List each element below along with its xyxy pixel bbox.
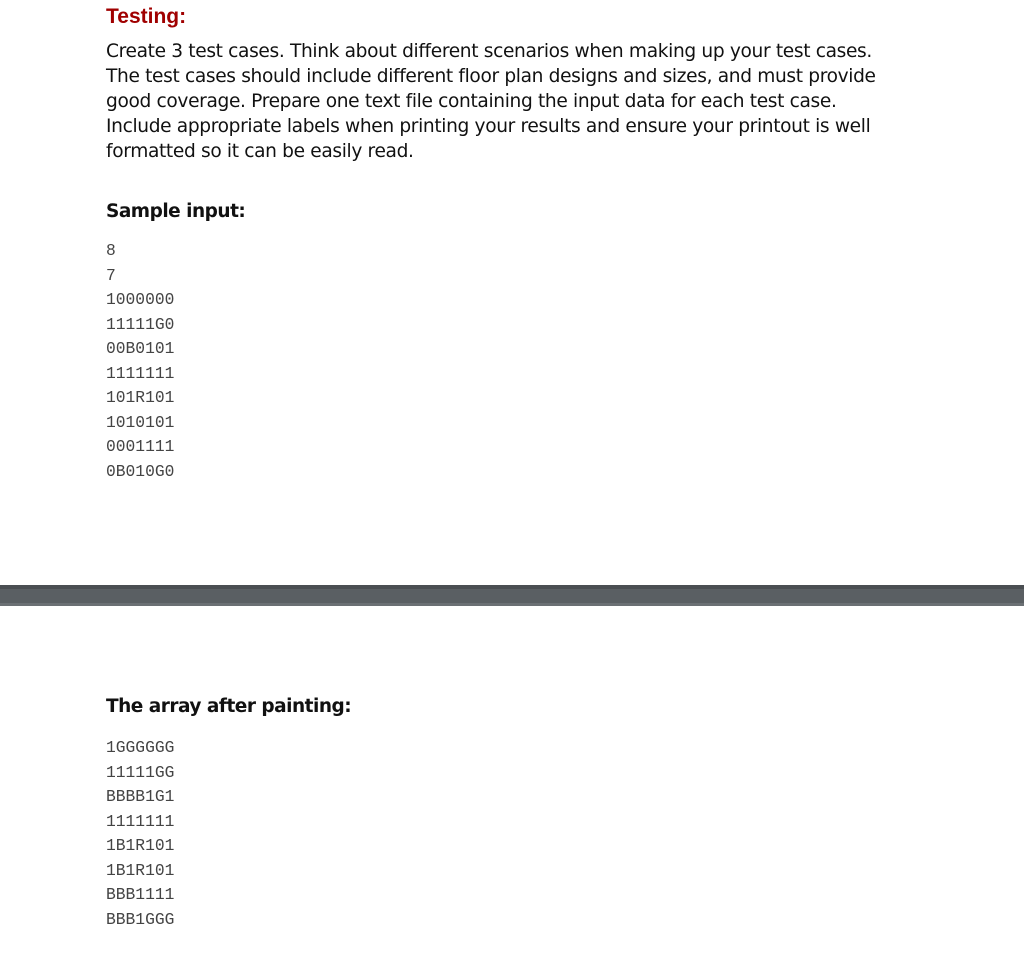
- sample-input-line: 0001111: [106, 437, 175, 456]
- paragraph-line: formatted so it can be easily read.: [106, 141, 414, 162]
- sample-input-line: 8: [106, 241, 116, 260]
- page-break-divider: [0, 585, 1024, 606]
- paragraph-line: Include appropriate labels when printing your results and ensure your printout is well: [106, 116, 871, 137]
- testing-heading: Testing:: [106, 5, 187, 28]
- sample-input-line: 1010101: [106, 412, 175, 432]
- paragraph-line: good coverage. Prepare one text file containing the input data for each test case.: [106, 91, 837, 112]
- sample-input-line: 1000000: [106, 290, 175, 309]
- sample-input-heading: Sample input:: [106, 201, 246, 222]
- sample-input-line: 0B010G0: [106, 461, 175, 481]
- sample-input-block: [106, 239, 174, 484]
- array-output-line: BBB1111: [106, 885, 175, 904]
- sample-input-line: 11111G0: [106, 314, 175, 334]
- testing-instructions-paragraph: [106, 39, 1006, 164]
- array-after-painting-heading: The array after painting:: [106, 696, 352, 717]
- sample-input-line: 00B0101: [106, 339, 175, 358]
- paragraph-line: Create 3 test cases. Think about different scenarios when making up your test cases.: [106, 41, 872, 62]
- array-after-painting-block: [106, 736, 174, 932]
- array-output-line: 1111111: [106, 811, 175, 831]
- sample-input-line: 101R101: [106, 388, 175, 407]
- array-output-line: 1GGGGGG: [106, 738, 175, 757]
- array-output-line: BBBB1G1: [106, 787, 175, 806]
- array-output-line: BBB1GGG: [106, 909, 175, 929]
- array-output-line: 11111GG: [106, 762, 175, 782]
- array-output-line: 1B1R101: [106, 836, 175, 855]
- sample-input-line: 1111111: [106, 363, 175, 383]
- sample-input-line: 7: [106, 265, 116, 285]
- paragraph-line: The test cases should include different floor plan designs and sizes, and must provide: [106, 66, 876, 87]
- array-output-line: 1B1R101: [106, 860, 175, 880]
